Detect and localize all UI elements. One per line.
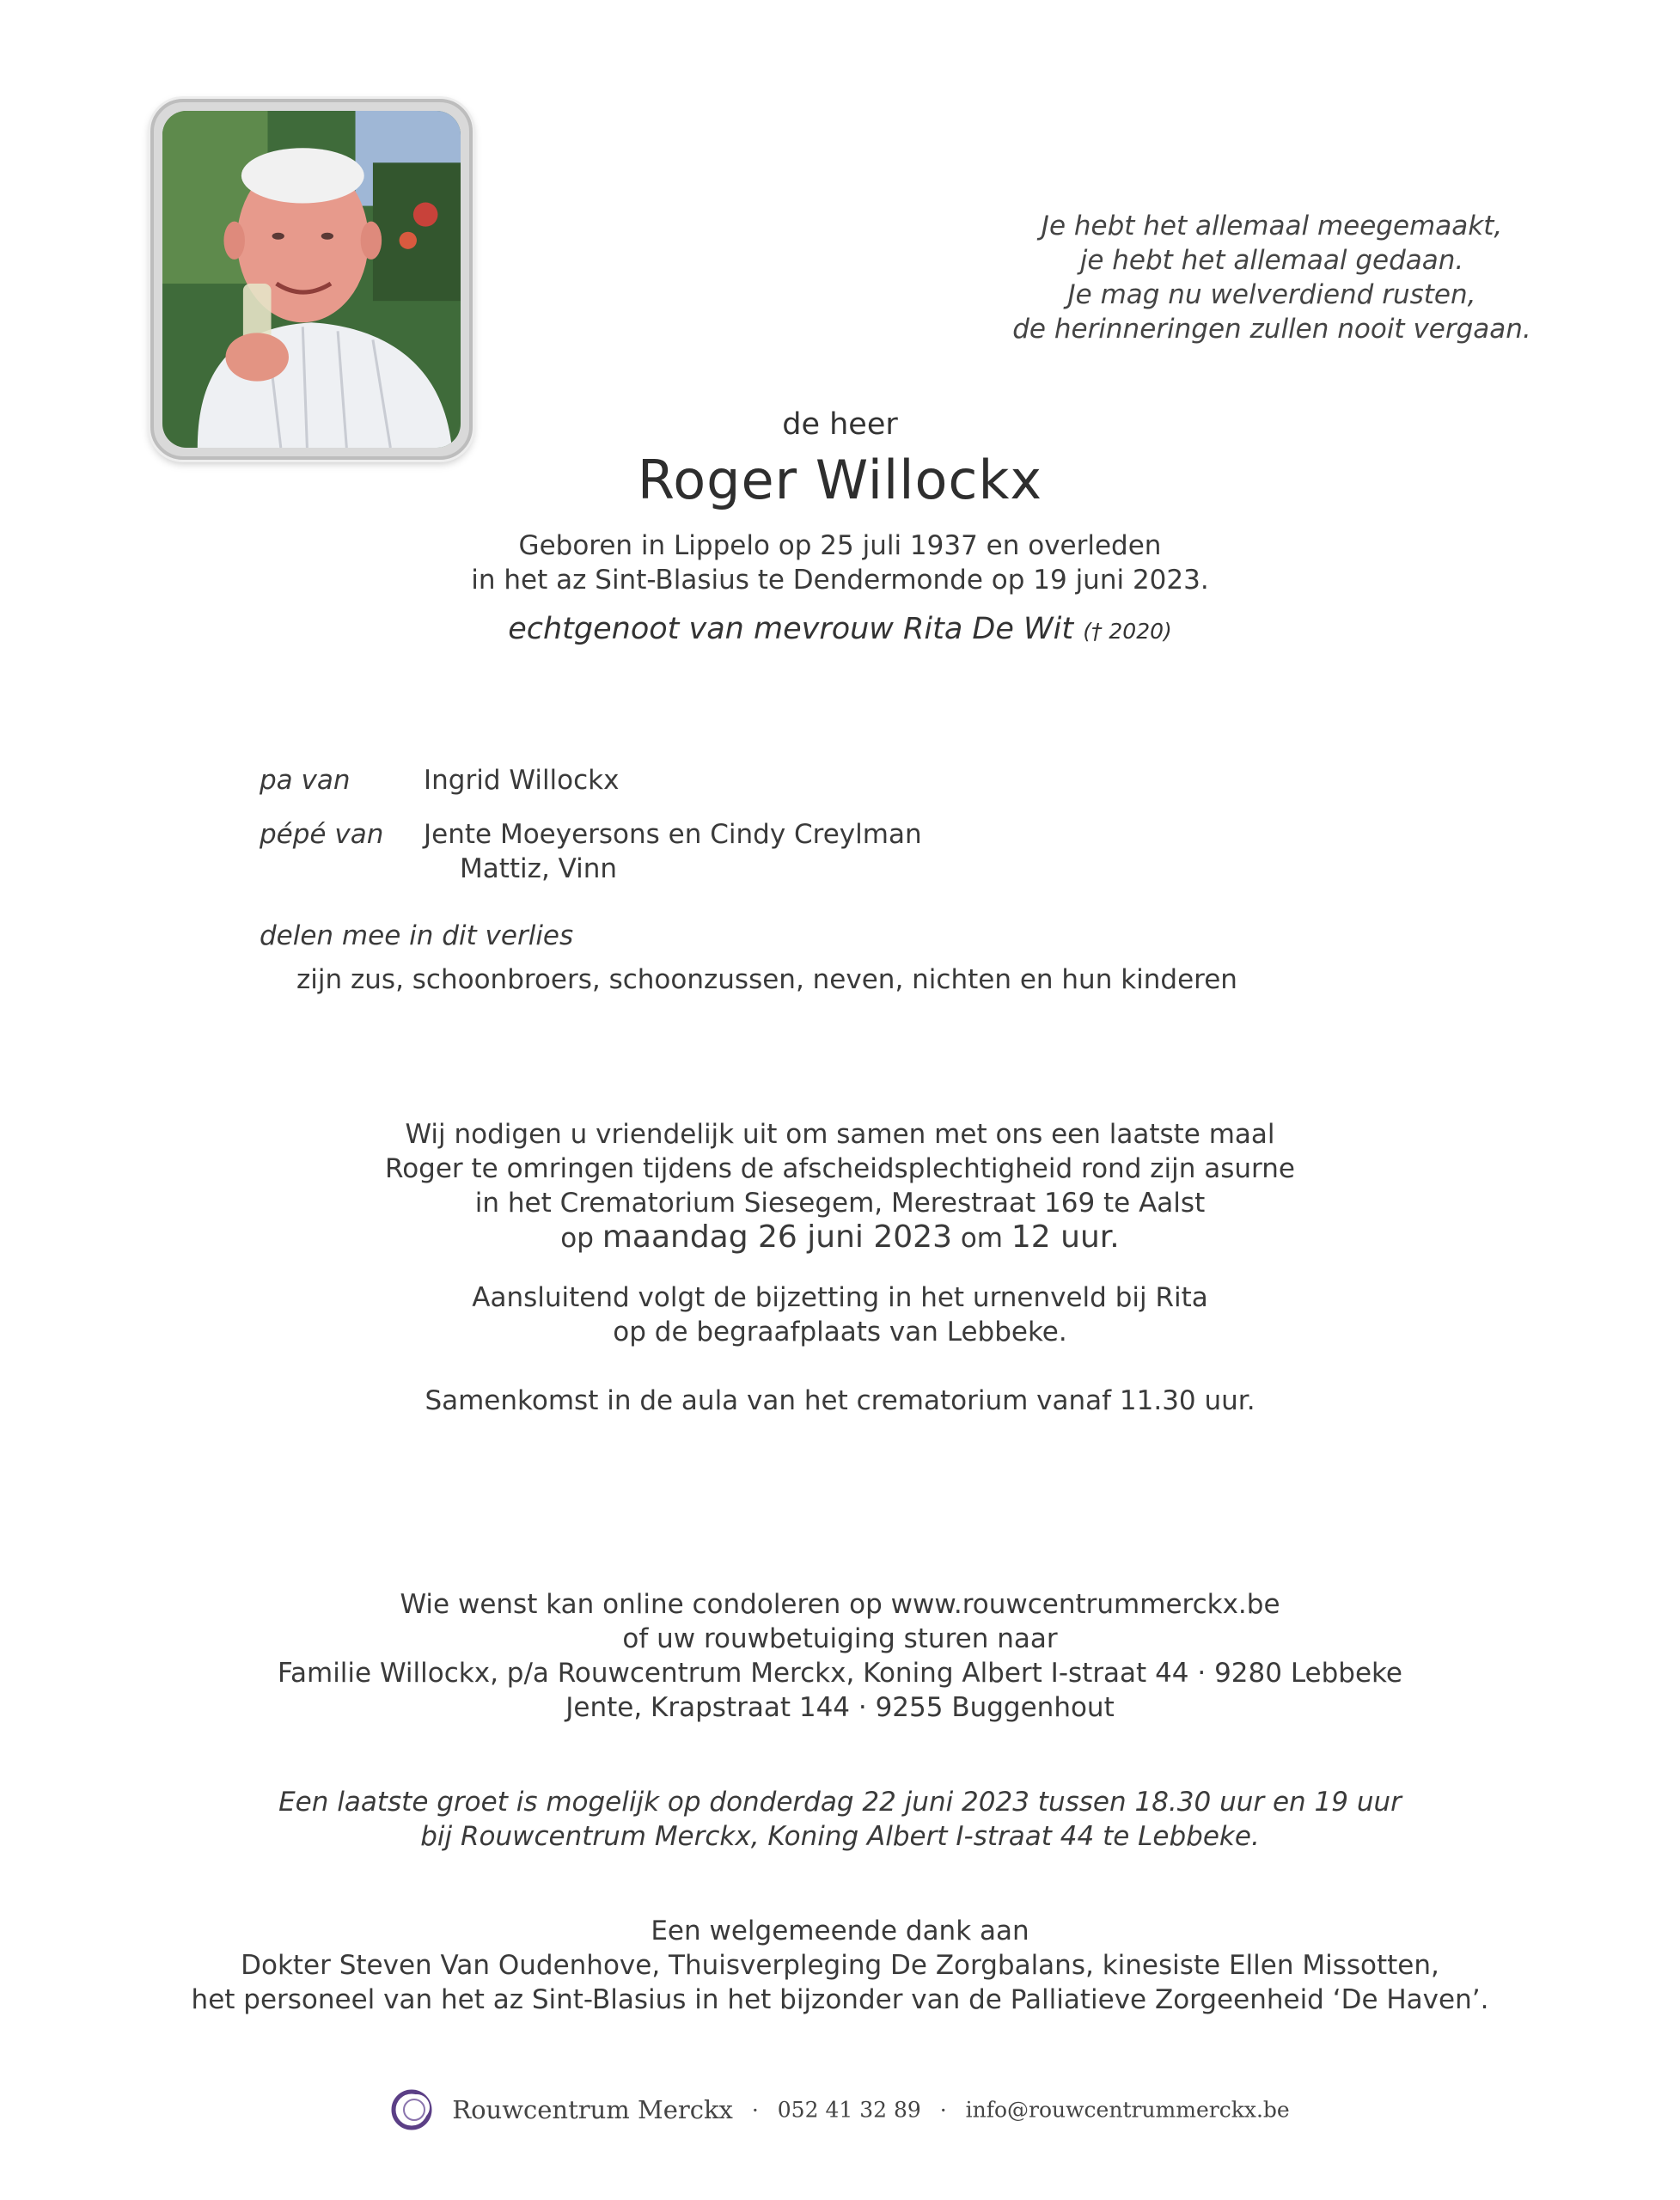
crescent-logo-icon	[390, 2088, 433, 2131]
condolence-line: Familie Willockx, p/a Rouwcentrum Merckx, Koning Albert I-straat 44 · 9280 Lebbeke	[278, 1658, 1402, 1689]
spouse-info	[0, 612, 1680, 646]
ceremony-mid: om	[960, 1223, 1004, 1254]
birth-death-info	[0, 529, 1680, 597]
ceremony-line: Wij nodigen u vriendelijk uit om samen met ons een laatste maal	[405, 1119, 1275, 1150]
thanks-section	[0, 1914, 1680, 2017]
ceremony-invitation	[0, 1117, 1680, 1256]
footer-email[interactable]: info@rouwcentrummerckx.be	[965, 2097, 1290, 2123]
thanks-line: Een welgemeende dank aan	[651, 1916, 1029, 1946]
pa-value: Ingrid Willockx	[424, 765, 620, 796]
ceremony-line: in het Crematorium Siesegem, Merestraat 169 te Aalst	[474, 1188, 1206, 1219]
ceremony-date: maandag 26 juni 2023	[602, 1219, 952, 1255]
share-value: zijn zus, schoonbroers, schoonzussen, neven, nichten en hun kinderen	[296, 964, 1237, 995]
ceremony-time: 12 uur.	[1011, 1219, 1120, 1255]
ceremony-line: Roger te omringen tijdens de afscheidsplechtigheid rond zijn asurne	[385, 1153, 1295, 1184]
condolence-info	[0, 1587, 1680, 1725]
burial-line: Aansluitend volgt de bijzetting in het urnenveld bij Rita	[472, 1282, 1208, 1313]
condolence-line: Wie wenst kan online condoleren op www.rouwcentrummerckx.be	[400, 1589, 1280, 1620]
last-greeting-line: Een laatste groet is mogelijk op donderdag 22 juni 2023 tussen 18.30 uur en 19 uur	[278, 1787, 1402, 1818]
burial-line: op de begraafplaats van Lebbeke.	[613, 1317, 1067, 1348]
memorial-poem	[945, 209, 1598, 346]
pa-label: pa van	[260, 765, 351, 796]
poem-line: Je mag nu welverdiend rusten,	[1067, 279, 1476, 310]
footer-phone: 052 41 32 89	[777, 2097, 921, 2123]
last-greeting-line: bij Rouwcentrum Merckx, Koning Albert I-straat 44 te Lebbeke.	[420, 1821, 1260, 1852]
thanks-line: het personeel van het az Sint-Blasius in het bijzonder van de Palliatieve Zorgeenheid ‘De Haven’.	[191, 1984, 1489, 2015]
last-greeting	[0, 1785, 1680, 1854]
poem-line: je hebt het allemaal gedaan.	[1079, 245, 1464, 276]
burial-info	[0, 1280, 1680, 1349]
honorific: de heer	[782, 407, 898, 442]
footer-separator: ·	[751, 2097, 759, 2123]
ceremony-pre: op	[560, 1223, 594, 1254]
poem-line: de herinneringen zullen nooit vergaan.	[1012, 314, 1531, 345]
condolence-line: Jente, Krapstraat 144 · 9255 Buggenhout	[565, 1692, 1115, 1723]
portrait-image	[162, 111, 461, 448]
spouse-death-note: († 2020)	[1083, 619, 1172, 644]
gathering-info: Samenkomst in de aula van het crematorium vanaf 11.30 uur.	[425, 1385, 1255, 1416]
pepe-value-1: Jente Moeyersons en Cindy Creylman	[424, 819, 922, 850]
death-line: in het az Sint-Blasius te Dendermonde op 19 juni 2023.	[471, 565, 1209, 596]
portrait-photo	[150, 99, 473, 460]
spouse-text: echtgenoot van mevrouw Rita De Wit	[508, 612, 1074, 646]
thanks-line: Dokter Steven Van Oudenhove, Thuisverpleging De Zorgbalans, kinesiste Ellen Missotten,	[241, 1950, 1439, 1981]
deceased-name: Roger Willockx	[637, 449, 1043, 511]
footer-separator: ·	[939, 2097, 947, 2123]
condolence-line: of uw rouwbetuiging sturen naar	[622, 1623, 1058, 1654]
pepe-label: pépé van	[260, 819, 384, 850]
footer	[0, 2088, 1680, 2131]
birth-line: Geboren in Lippelo op 25 juli 1937 en overleden	[518, 530, 1162, 561]
footer-brand: Rouwcentrum Merckx	[452, 2095, 733, 2124]
pepe-value-2: Mattiz, Vinn	[460, 853, 618, 884]
poem-line: Je hebt het allemaal meegemaakt,	[1041, 211, 1503, 241]
share-label: delen mee in dit verlies	[260, 920, 574, 951]
ceremony-datetime	[0, 1220, 1680, 1256]
